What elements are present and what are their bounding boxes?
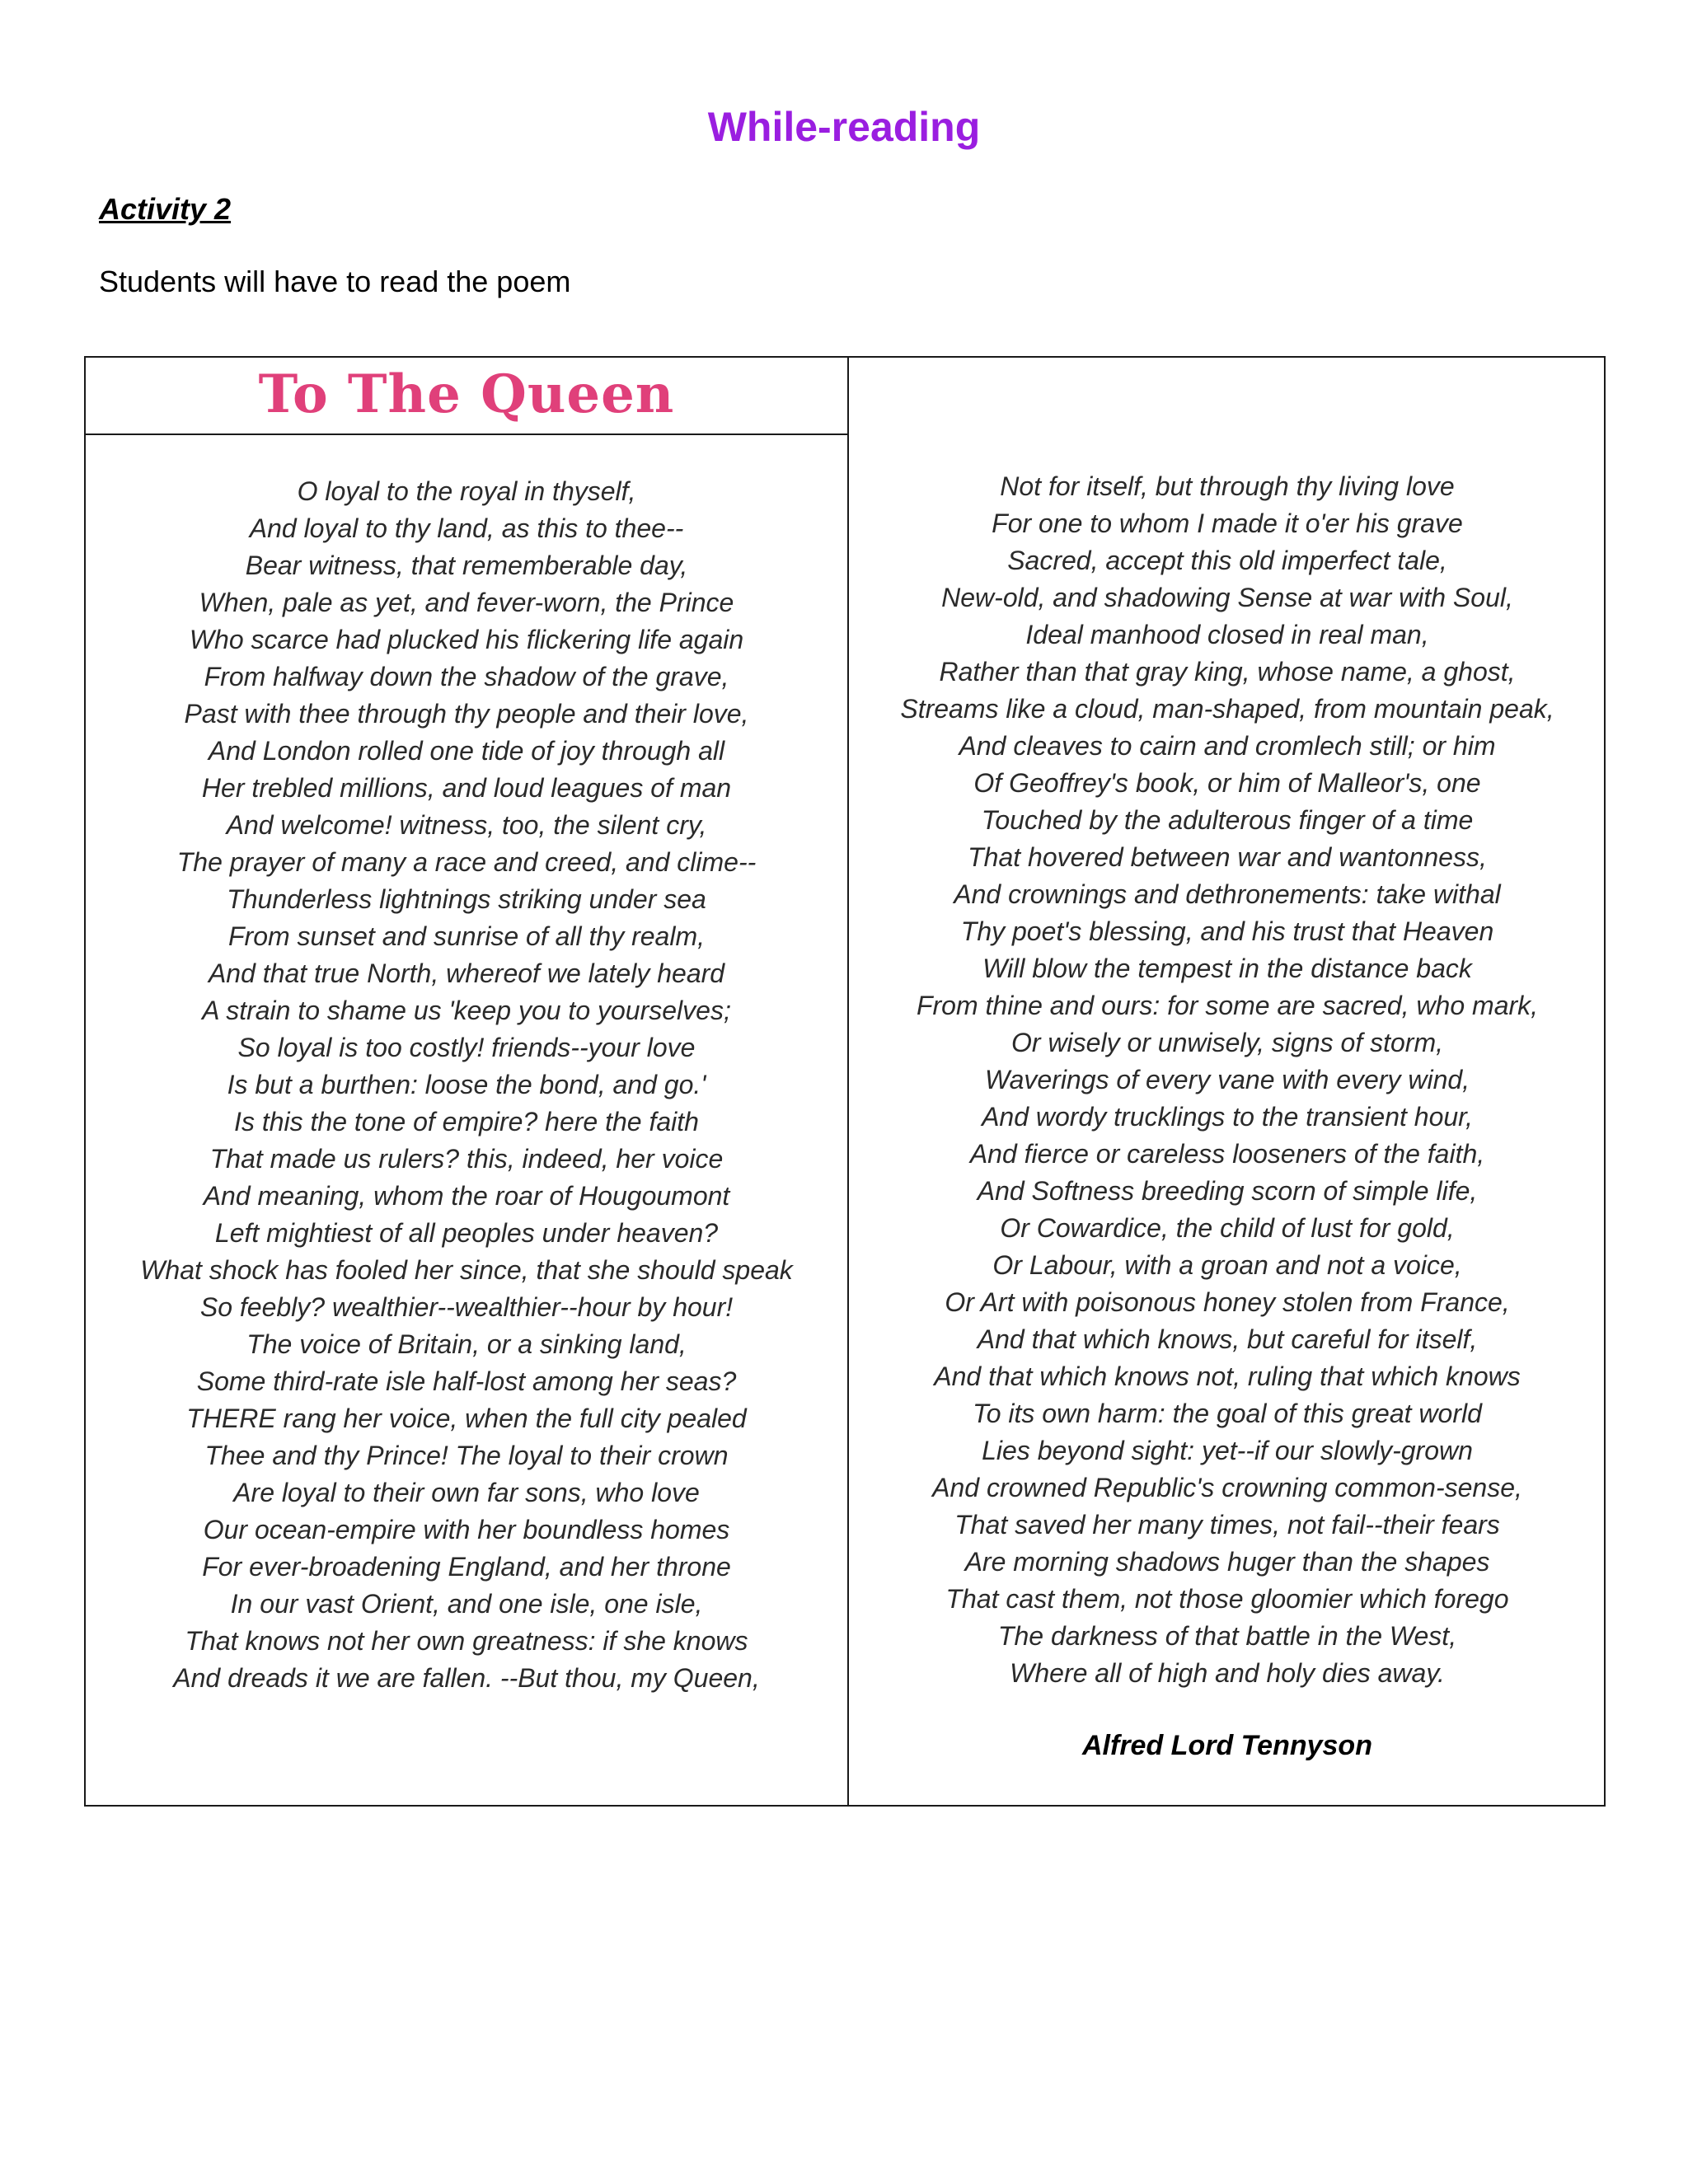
poem-line: And London rolled one tide of joy through all	[208, 736, 725, 766]
poem-line: And welcome! witness, too, the silent cry,	[226, 810, 707, 840]
poem-table	[84, 356, 1606, 1807]
poem-line: And loyal to thy land, as this to thee--	[249, 513, 684, 543]
poem-line: Thee and thy Prince! The loyal to their crown	[204, 1441, 729, 1470]
poem-right-column	[849, 468, 1606, 1692]
poem-line: And meaning, whom the roar of Hougoumont	[203, 1181, 730, 1211]
poem-line: And Softness breeding scorn of simple life,	[977, 1176, 1478, 1206]
poem-line: Waverings of every vane with every wind,	[984, 1065, 1470, 1094]
poem-line: Past with thee through thy people and their love,	[184, 699, 749, 729]
poem-line: And that true North, whereof we lately heard	[208, 958, 725, 988]
poem-line: That cast them, not those gloomier which forego	[945, 1584, 1509, 1614]
poem-line: What shock has fooled her since, that she should speak	[140, 1255, 793, 1285]
poem-line: That saved her many times, not fail--their fears	[954, 1510, 1500, 1540]
poem-line: O loyal to the royal in thyself,	[297, 476, 636, 506]
poem-line: That hovered between war and wantonness,	[968, 842, 1487, 872]
poem-line: THERE rang her voice, when the full city pealed	[186, 1404, 747, 1433]
poem-line: And that which knows, but careful for itself,	[977, 1324, 1478, 1354]
poem-line: Or Art with poisonous honey stolen from France,	[945, 1287, 1510, 1317]
poem-line: For one to whom I made it o'er his grave	[992, 509, 1463, 538]
poem-line: And that which knows not, ruling that which knows	[934, 1361, 1521, 1391]
poem-line: Ideal manhood closed in real man,	[1025, 620, 1429, 649]
poem-line: When, pale as yet, and fever-worn, the Prince	[199, 588, 734, 617]
poem-line: Sacred, accept this old imperfect tale,	[1007, 546, 1447, 575]
poem-line: And cleaves to cairn and cromlech still; or him	[959, 731, 1496, 761]
poem-line: Where all of high and holy dies away.	[1010, 1658, 1445, 1688]
poem-line: From halfway down the shadow of the grave,	[204, 662, 729, 691]
poem-line: And crowned Republic's crowning common-sense,	[932, 1473, 1522, 1502]
poem-line: Some third-rate isle half-lost among her seas?	[196, 1366, 737, 1396]
poem-line: And fierce or careless looseners of the faith,	[969, 1139, 1485, 1169]
poem-line: So feebly? wealthier--wealthier--hour by hour!	[199, 1292, 734, 1322]
poem-line: A strain to shame us 'keep you to yourselves;	[202, 996, 731, 1025]
poem-line: Our ocean-empire with her boundless homes	[203, 1515, 730, 1544]
poem-author: Alfred Lord Tennyson	[1082, 1730, 1372, 1761]
poem-line: In our vast Orient, and one isle, one isle,	[230, 1589, 703, 1619]
poem-line: Who scarce had plucked his flickering life again	[189, 625, 744, 654]
poem-line: Streams like a cloud, man-shaped, from mountain peak,	[900, 694, 1554, 724]
poem-line: For ever-broadening England, and her throne	[202, 1552, 731, 1582]
activity-label: Activity 2	[99, 192, 232, 226]
poem-line: Lies beyond sight: yet--if our slowly-grown	[982, 1436, 1473, 1465]
poem-line: Touched by the adulterous finger of a time	[981, 805, 1474, 835]
poem-line: Or Labour, with a groan and not a voice,	[992, 1250, 1462, 1280]
poem-line: And crownings and dethronements: take withal	[954, 879, 1501, 909]
poem-line: Not for itself, but through thy living love	[1000, 471, 1455, 501]
poem-line: Are loyal to their own far sons, who love	[233, 1478, 700, 1507]
poem-line: Thy poet's blessing, and his trust that Heaven	[960, 916, 1494, 946]
poem-line: So loyal is too costly! friends--your love	[237, 1033, 696, 1062]
poem-line: Are morning shadows huger than the shapes	[964, 1547, 1490, 1577]
poem-line: From thine and ours: for some are sacred, who mark,	[916, 991, 1539, 1020]
poem-line: The darkness of that battle in the West,	[997, 1621, 1457, 1651]
poem-line: That made us rulers? this, indeed, her voice	[209, 1144, 724, 1174]
poem-line: From sunset and sunrise of all thy realm,	[227, 921, 705, 951]
poem-left-column	[86, 473, 847, 1697]
poem-line: Will blow the tempest in the distance back	[982, 954, 1472, 983]
poem-line: The voice of Britain, or a sinking land,	[246, 1329, 687, 1359]
poem-title: To The Queen	[258, 363, 675, 425]
poem-line: Is this the tone of empire? here the faith	[234, 1107, 699, 1137]
poem-line: Or wisely or unwisely, signs of storm,	[1011, 1028, 1443, 1057]
poem-line: Is but a burthen: loose the bond, and go.'	[227, 1070, 706, 1099]
poem-line: Her trebled millions, and loud leagues of man	[201, 773, 732, 803]
poem-line: Left mightiest of all peoples under heaven?	[214, 1218, 719, 1248]
poem-line: Thunderless lightnings striking under sea	[227, 884, 706, 914]
poem-line: That knows not her own greatness: if she knows	[185, 1626, 748, 1656]
poem-line: The prayer of many a race and creed, and clime--	[176, 847, 757, 877]
poem-title-cell	[86, 358, 847, 435]
poem-line: Of Geoffrey's book, or him of Malleor's, one	[973, 768, 1481, 798]
poem-line: To its own harm: the goal of this great world	[973, 1399, 1482, 1428]
poem-line: New-old, and shadowing Sense at war with Soul,	[941, 583, 1513, 612]
poem-line: Rather than that gray king, whose name, a ghost,	[939, 657, 1516, 687]
section-heading: While-reading	[707, 104, 981, 150]
poem-line: Or Cowardice, the child of lust for gold,	[1000, 1213, 1455, 1243]
poem-line: And dreads it we are fallen. --But thou, my Queen,	[173, 1663, 760, 1693]
poem-line: And wordy trucklings to the transient hour,	[982, 1102, 1473, 1132]
poem-line: Bear witness, that rememberable day,	[245, 551, 688, 580]
instruction-text: Students will have to read the poem	[99, 265, 571, 298]
